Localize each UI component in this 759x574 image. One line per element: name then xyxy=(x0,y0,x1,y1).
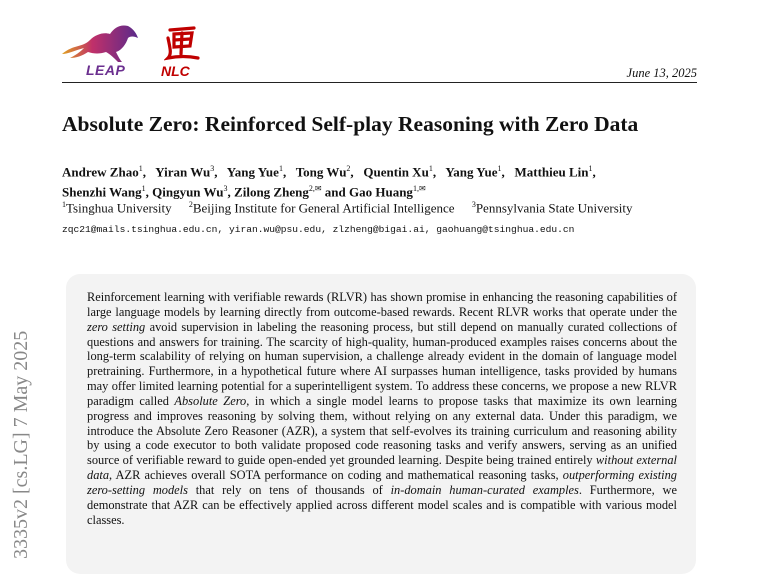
author-line-1: Andrew Zhao$^1$, Yiran Wu$^3$, Yang Yue$^1$, Tong Wu$^2$, Quentin Xu$^1$, Yang Yue$^1$, Matthieu Lin$^1$, xyxy=(62,164,596,180)
affiliation: Tsinghua University xyxy=(66,200,172,216)
affiliation-num: 3 xyxy=(471,200,476,209)
author-sup: 1 xyxy=(138,164,143,173)
author-list xyxy=(62,160,712,201)
affiliation: Beijing Institute for General Artificial Intelligence xyxy=(192,200,455,216)
author-sup: 1 xyxy=(428,164,433,173)
abstract-text xyxy=(87,290,677,528)
author: Quentin Xu xyxy=(363,164,429,180)
abstract-seg: , AZR achieves overall SOTA performance on coding and mathematical reasoning tasks, xyxy=(109,468,563,483)
header-rule xyxy=(62,82,697,83)
abstract-seg: Reinforcement learning with verifiable rewards (RLVR) has shown promise in enhancing the reasoning capabilities of large language models by learning directly from outcome-based rewards. Recent RLVR works that operate under the xyxy=(87,290,677,319)
abstract-seg: . Furthermore, we demonstrate that AZR can be effectively applied across different model scales and is compatible with various model classes. xyxy=(87,482,677,527)
author: Qingyun Wu xyxy=(152,184,224,200)
author-emails: zqc21@mails.tsinghua.edu.cn, yiran.wu@psu.edu, zlzheng@bigai.ai, gaohuang@tsinghua.edu.cn xyxy=(62,224,575,235)
abstract-emph: in-domain human-curated examples xyxy=(390,482,579,497)
author-sup: 1 xyxy=(278,164,283,173)
nlc-logo-text: NLC xyxy=(161,63,190,79)
author-sup: 1 xyxy=(141,184,146,194)
abstract-seg: avoid supervision in labeling the reasoning process, but still depend on manually curated collections of questions and answers for training. The scarcity of high-quality, human-produced examples raises concerns about the long-term scalability of relying on human supervision, a challenge already evident in the domain of language model pretraining. Furthermore, in a hypothetical future where AI surpasses human intelligence, tasks provided by humans may offer limited learning potential for a superintelligent system. To address these concerns, we propose a new RLVR paradigm called xyxy=(87,319,677,408)
author-sup: 1 xyxy=(588,164,593,173)
author: Yiran Wu xyxy=(155,164,211,180)
author: Zilong Zheng xyxy=(234,184,309,200)
abstract-emph: Absolute Zero xyxy=(174,393,247,408)
author: Yang Yue xyxy=(445,164,498,180)
author-sup: 2 xyxy=(346,164,351,173)
nlc-seal-logo xyxy=(164,24,200,62)
author-sup: 1 xyxy=(497,164,502,173)
affiliation: Pennsylvania State University xyxy=(475,200,633,216)
author-sup: 3 xyxy=(210,164,215,173)
abstract-seg: that rely on tens of thousands of xyxy=(187,482,391,497)
abstract-emph: outperforming existing zero-setting models xyxy=(87,468,677,497)
author: Yang Yue xyxy=(226,164,279,180)
affiliation-num: 1 xyxy=(62,200,66,209)
author-sup: 1,✉ xyxy=(412,184,426,194)
paper-title: Absolute Zero: Reinforced Self-play Reasoning with Zero Data xyxy=(62,112,639,136)
logos xyxy=(60,22,230,80)
author-joiner: and xyxy=(324,184,346,200)
publication-date: June 13, 2025 xyxy=(626,66,697,80)
leap-logo-text: LEAP xyxy=(86,62,126,78)
author-sup: 2,✉ xyxy=(308,184,322,194)
abstract-emph: without external data xyxy=(87,453,677,483)
author: Andrew Zhao xyxy=(62,164,139,180)
author: Gao Huang xyxy=(349,184,413,200)
author: Matthieu Lin xyxy=(514,164,589,180)
affiliations xyxy=(62,200,633,216)
author: Tong Wu xyxy=(295,164,347,180)
author-line-2: Shenzhi Wang$^1$, Qingyun Wu$^3$, Zilong Zheng$^{2,✉}$ and Gao Huang$^{1,✉}$ xyxy=(62,184,426,200)
abstract-seg: , in which a single model learns to propose tasks that maximize its own learning progress and improves reasoning by solving them, without relying on any external data. Under this paradigm, we introduce the Absolute Zero Reasoner (AZR), a system that self-evolves its training curriculum and reasoning ability by using a code executor to both validate proposed code reasoning tasks and verify answers, serving as an unified source of verifiable reward to guide open-ended yet grounded learning. Despite being trained entirely xyxy=(87,393,677,468)
leap-horse-logo xyxy=(60,22,140,62)
author-sup: 3 xyxy=(223,184,228,194)
author: Shenzhi Wang xyxy=(62,184,142,200)
abstract-emph: zero setting xyxy=(87,319,146,334)
affiliation-num: 2 xyxy=(188,200,193,209)
arxiv-stamp: 3335v2 [cs.LG] 7 May 2025 xyxy=(10,330,32,559)
